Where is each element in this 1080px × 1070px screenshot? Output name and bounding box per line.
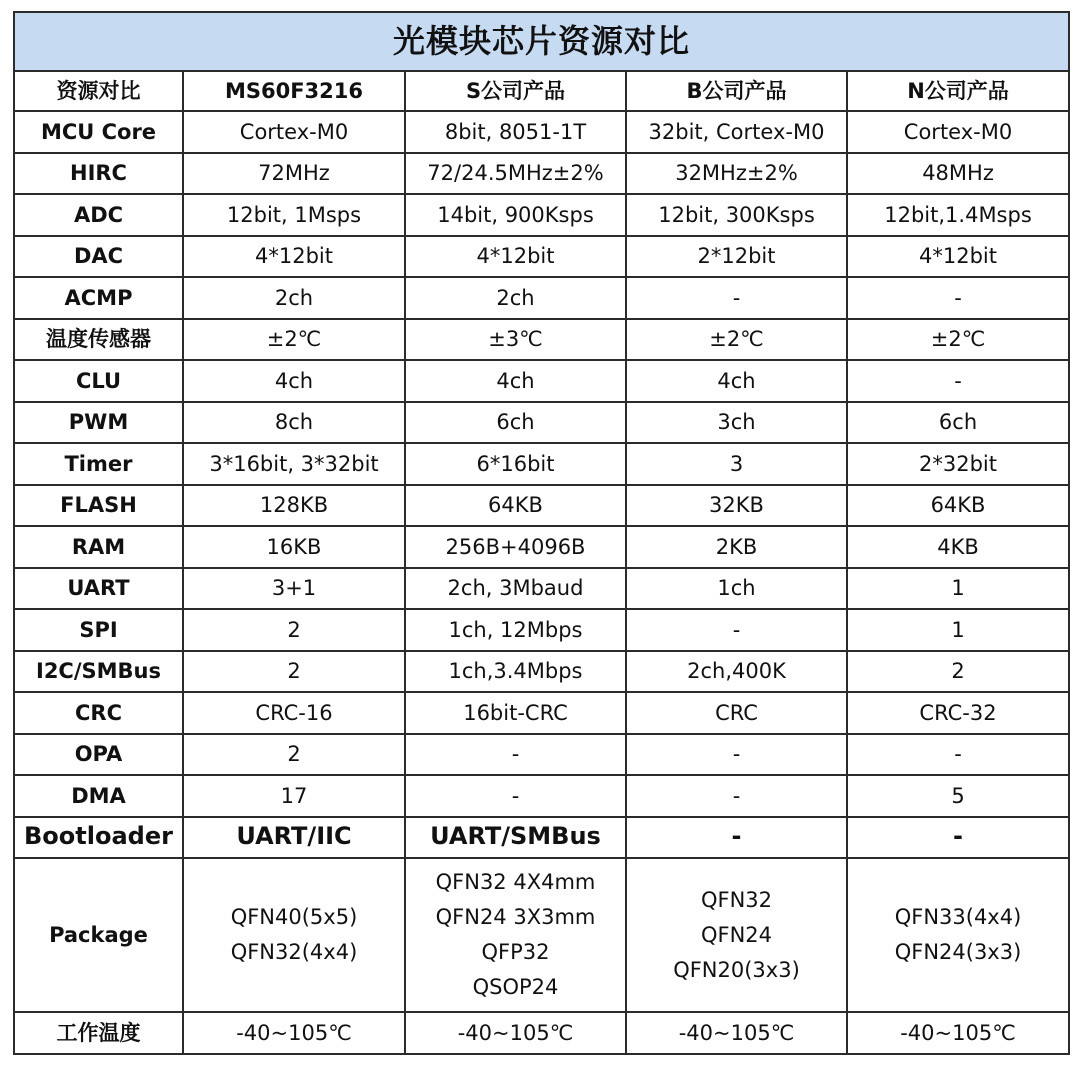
table-cell: 4*12bit: [183, 236, 405, 278]
row-label: 工作温度: [14, 1012, 183, 1054]
table-cell: 1: [847, 609, 1069, 651]
row-label: 温度传感器: [14, 319, 183, 361]
table-row: [14, 319, 1069, 361]
table-row: [14, 651, 1069, 693]
table-cell: 17: [183, 775, 405, 817]
table-cell: 72/24.5MHz±2%: [405, 153, 626, 195]
table-cell: Cortex-M0: [847, 111, 1069, 153]
table-row: [14, 734, 1069, 776]
table-cell: 3+1: [183, 568, 405, 610]
table-cell: 1ch: [626, 568, 847, 610]
header-cell: B公司产品: [626, 71, 847, 111]
row-label: HIRC: [14, 153, 183, 195]
row-label: UART: [14, 568, 183, 610]
table-cell: 12bit, 1Msps: [183, 194, 405, 236]
package-line: QFN32: [700, 887, 773, 912]
row-label: ACMP: [14, 277, 183, 319]
table-cell: ±2℃: [183, 319, 405, 361]
table-row: [14, 526, 1069, 568]
table-cell: -: [847, 360, 1069, 402]
table-cell: -40~105℃: [847, 1012, 1069, 1054]
table-cell: 2KB: [626, 526, 847, 568]
table-cell: -40~105℃: [626, 1012, 847, 1054]
table-cell: 64KB: [847, 485, 1069, 527]
table-cell: -: [626, 817, 847, 859]
table-cell: 5: [847, 775, 1069, 817]
table-cell: -: [405, 734, 626, 776]
row-label: PWM: [14, 402, 183, 444]
row-label: CRC: [14, 692, 183, 734]
row-label: I2C/SMBus: [14, 651, 183, 693]
table-cell: CRC: [626, 692, 847, 734]
table-cell: 2: [183, 609, 405, 651]
table-cell: 2*32bit: [847, 443, 1069, 485]
table-cell: 2: [847, 651, 1069, 693]
package-line: QFN24: [700, 922, 773, 947]
table-cell: ±2℃: [847, 319, 1069, 361]
table-cell: 2ch: [183, 277, 405, 319]
row-label: FLASH: [14, 485, 183, 527]
table-cell: 8ch: [183, 402, 405, 444]
table-cell: 128KB: [183, 485, 405, 527]
table-cell: 12bit, 300Ksps: [626, 194, 847, 236]
package-cell: [405, 858, 626, 1012]
table-cell: 4ch: [405, 360, 626, 402]
header-row: [14, 71, 1069, 111]
table-cell: Cortex-M0: [183, 111, 405, 153]
table-cell: 256B+4096B: [405, 526, 626, 568]
table-cell: 32KB: [626, 485, 847, 527]
table-row: [14, 1012, 1069, 1054]
table-cell: UART/IIC: [183, 817, 405, 859]
table-cell: 4ch: [183, 360, 405, 402]
table-title: 光模块芯片资源对比: [14, 12, 1069, 71]
table-cell: 12bit,1.4Msps: [847, 194, 1069, 236]
table-cell: 4ch: [626, 360, 847, 402]
header-cell: 资源对比: [14, 71, 183, 111]
table-cell: -: [626, 609, 847, 651]
row-label: DMA: [14, 775, 183, 817]
header-cell: S公司产品: [405, 71, 626, 111]
table-cell: CRC-16: [183, 692, 405, 734]
row-label: SPI: [14, 609, 183, 651]
table-row: [14, 360, 1069, 402]
row-label: CLU: [14, 360, 183, 402]
comparison-table-container: [13, 11, 1070, 1055]
table-cell: 16bit-CRC: [405, 692, 626, 734]
package-line: QFN32 4X4mm: [435, 870, 596, 894]
package-cell: [626, 858, 847, 1012]
table-cell: 6ch: [405, 402, 626, 444]
table-cell: 2: [183, 734, 405, 776]
table-cell: 3: [626, 443, 847, 485]
table-cell: 3ch: [626, 402, 847, 444]
table-row: [14, 568, 1069, 610]
package-line: QFP32: [481, 940, 550, 964]
table-cell: 2: [183, 651, 405, 693]
table-cell: CRC-32: [847, 692, 1069, 734]
package-line: QFN33(4x4): [894, 905, 1022, 929]
table-row: [14, 277, 1069, 319]
table-row: [14, 236, 1069, 278]
table-cell: -40~105℃: [183, 1012, 405, 1054]
table-row: [14, 111, 1069, 153]
table-cell: 32bit, Cortex-M0: [626, 111, 847, 153]
table-cell: 4*12bit: [405, 236, 626, 278]
package-line: QFN40(5x5): [230, 905, 358, 929]
table-row: [14, 609, 1069, 651]
table-cell: 48MHz: [847, 153, 1069, 195]
table-cell: ±2℃: [626, 319, 847, 361]
table-cell: 72MHz: [183, 153, 405, 195]
row-label: DAC: [14, 236, 183, 278]
table-row: [14, 692, 1069, 734]
package-cell: [847, 858, 1069, 1012]
table-cell: -: [405, 775, 626, 817]
table-row: [14, 402, 1069, 444]
table-cell: -: [847, 734, 1069, 776]
row-label: Package: [14, 858, 183, 1012]
table-cell: -: [626, 734, 847, 776]
table-cell: 16KB: [183, 526, 405, 568]
table-cell: 6*16bit: [405, 443, 626, 485]
package-line: QFN24 3X3mm: [435, 905, 596, 929]
comparison-table: [13, 11, 1070, 1055]
row-label: MCU Core: [14, 111, 183, 153]
table-cell: 32MHz±2%: [626, 153, 847, 195]
table-row: [14, 194, 1069, 236]
row-label: Bootloader: [14, 817, 183, 859]
header-cell: MS60F3216: [183, 71, 405, 111]
row-label: RAM: [14, 526, 183, 568]
table-cell: -40~105℃: [405, 1012, 626, 1054]
row-label: OPA: [14, 734, 183, 776]
table-cell: ±3℃: [405, 319, 626, 361]
table-cell: UART/SMBus: [405, 817, 626, 859]
header-cell: N公司产品: [847, 71, 1069, 111]
table-row: [14, 153, 1069, 195]
package-line: QFN20(3x3): [673, 957, 800, 982]
table-cell: 6ch: [847, 402, 1069, 444]
table-cell: -: [626, 277, 847, 319]
table-cell: -: [626, 775, 847, 817]
table-row: [14, 817, 1069, 859]
table-cell: 1ch, 12Mbps: [405, 609, 626, 651]
table-row: [14, 485, 1069, 527]
table-cell: 1ch,3.4Mbps: [405, 651, 626, 693]
table-cell: 4KB: [847, 526, 1069, 568]
table-cell: 14bit, 900Ksps: [405, 194, 626, 236]
package-line: QSOP24: [472, 975, 559, 999]
table-cell: -: [847, 817, 1069, 859]
row-label: ADC: [14, 194, 183, 236]
package-row: [14, 858, 1069, 1012]
table-cell: 8bit, 8051-1T: [405, 111, 626, 153]
package-line: QFN32(4x4): [230, 940, 358, 964]
table-cell: 2ch, 3Mbaud: [405, 568, 626, 610]
row-label: Timer: [14, 443, 183, 485]
table-cell: 3*16bit, 3*32bit: [183, 443, 405, 485]
table-row: [14, 775, 1069, 817]
table-cell: 1: [847, 568, 1069, 610]
table-cell: 64KB: [405, 485, 626, 527]
table-cell: 4*12bit: [847, 236, 1069, 278]
table-cell: 2ch: [405, 277, 626, 319]
table-row: [14, 443, 1069, 485]
package-line: QFN24(3x3): [894, 940, 1022, 964]
table-cell: -: [847, 277, 1069, 319]
package-cell: [183, 858, 405, 1012]
table-cell: 2*12bit: [626, 236, 847, 278]
table-cell: 2ch,400K: [626, 651, 847, 693]
